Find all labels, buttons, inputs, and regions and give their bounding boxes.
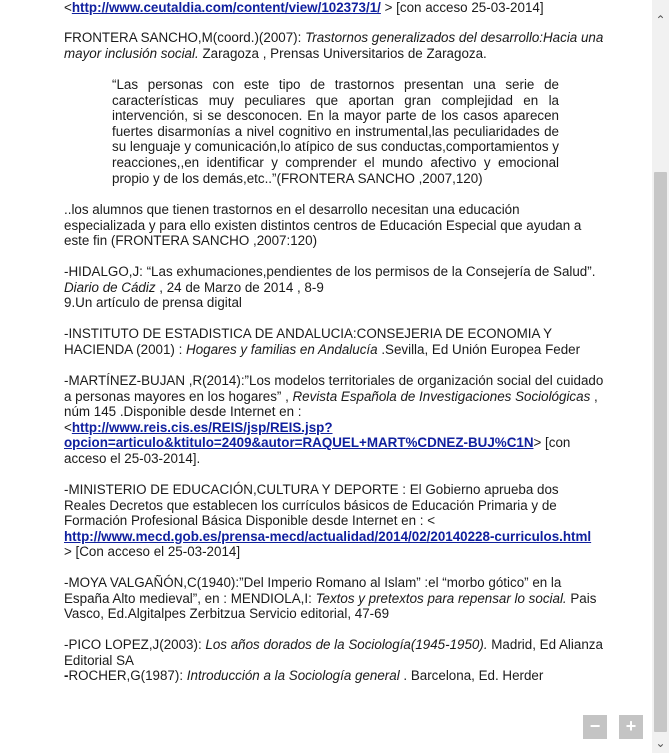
ref-frontera: FRONTERA SANCHO,M(coord.)(2007): Trastornos generalizados del desarrollo:Hacia una mayor inclusión social. Zaragoza , Prensas Universitarios de Zaragoza. (64, 30, 604, 61)
scroll-up-icon[interactable]: ⌃ (655, 13, 666, 28)
scrollbar-thumb[interactable] (654, 172, 667, 732)
ref-ministerio: -MINISTERIO DE EDUCACIÓN,CULTURA Y DEPORTE : El Gobierno aprueba dos Reales Decretos que establecen los currículos básicos de Educación Primaria y de Formación Profesional Básica Disponible desde Internet en : < http://www.mecd.gob.es/prensa-mecd/actualidad/2014/02/20140228-curriculos.html > [Con acceso el 25-03-2014] (64, 482, 592, 560)
para-alumnos: ..los alumnos que tienen trastornos en el desarrollo necesitan una educación especializada y para ello existen distintos centros de Educación Especial que ayudan a este fin (FRONTERA SANCHO ,2007:120) (64, 202, 582, 249)
block-quote: “Las personas con este tipo de trastornos presentan una serie de características muy peculiares que aportan gran complejidad en la intervención, si se desconocen. En la mayor parte de los casos aparecen fuertes disarmonías a nivel cognitivo en instrumental,las peculiaridades de su lenguaje y comunicación,lo atípico de sus conductas,comportamientos y reacciones,,en identificar y comprender el mundo afectivo y emocional propio y de los demás,etc..”(FRONTERA SANCHO ,2007,120) (112, 77, 559, 186)
scroll-down-icon[interactable]: ⌄ (655, 736, 666, 751)
ref-moya: -MOYA VALGAÑÓN,C(1940):”Del Imperio Romano al Islam” :el “morbo gótico” en la España Alto medieval”, en : MENDIOLA,I: Textos y pretextos para repensar lo social. Pais Vasco, Ed.Algitalpes Zerbitzua Servicio editorial, 47-69 (64, 575, 597, 622)
reis-link[interactable]: http://www.reis.cis.es/REIS/jsp/REIS.jsp? opcion=articulo&ktitulo=2409&autor=RAQUEL+MART%CDNEZ-BUJ%C1N (64, 419, 534, 451)
ref-instituto: -INSTITUTO DE ESTADISTICA DE ANDALUCIA:CONSEJERIA DE ECONOMIA Y HACIENDA (2001) : Hogares y familias en Andalucía .Sevilla, Ed Unión Europea Feder (64, 326, 581, 357)
zoom-out-button[interactable]: − (583, 715, 607, 739)
zoom-in-button[interactable]: + (619, 715, 643, 739)
vertical-scrollbar[interactable] (652, 0, 669, 753)
ref-pico: -PICO LOPEZ,J(2003): Los años dorados de la Sociología(1945-1950). Madrid, Ed Alianza Editorial SA (64, 637, 603, 668)
ref-hidalgo: -HIDALGO,J: “Las exhumaciones,pendientes de los permisos de la Consejería de Salud”. Diario de Cádiz , 24 de Marzo de 2014 , 8-9 9.Un artículo de prensa digital (64, 264, 596, 311)
ref-ceutaldia: <http://www.ceutaldia.com/content/view/102373/1/ > [con acceso 25-03-2014] (64, 0, 544, 15)
mecd-link[interactable]: http://www.mecd.gob.es/prensa-mecd/actualidad/2014/02/20140228-curriculos.html (64, 528, 592, 544)
ref-rocher: -ROCHER,G(1987): Introducción a la Sociología general . Barcelona, Ed. Herder (64, 668, 544, 683)
ref-martinez: -MARTÍNEZ-BUJAN ,R(2014):”Los modelos territoriales de organización social del cuidado a personas mayores en los hogares” , Revista Española de Investigaciones Sociológicas , núm 145 .Disponible desde Internet en : <http://www.reis.cis.es/REIS/jsp/REIS.jsp? opcion=articulo&ktitulo=2409&autor=RAQUEL+MART%CDNEZ-BUJ%C1N> [con acceso el 25-03-2014]. (64, 373, 604, 466)
ceutaldia-link[interactable]: http://www.ceutaldia.com/content/view/102373/1/ (71, 0, 381, 15)
